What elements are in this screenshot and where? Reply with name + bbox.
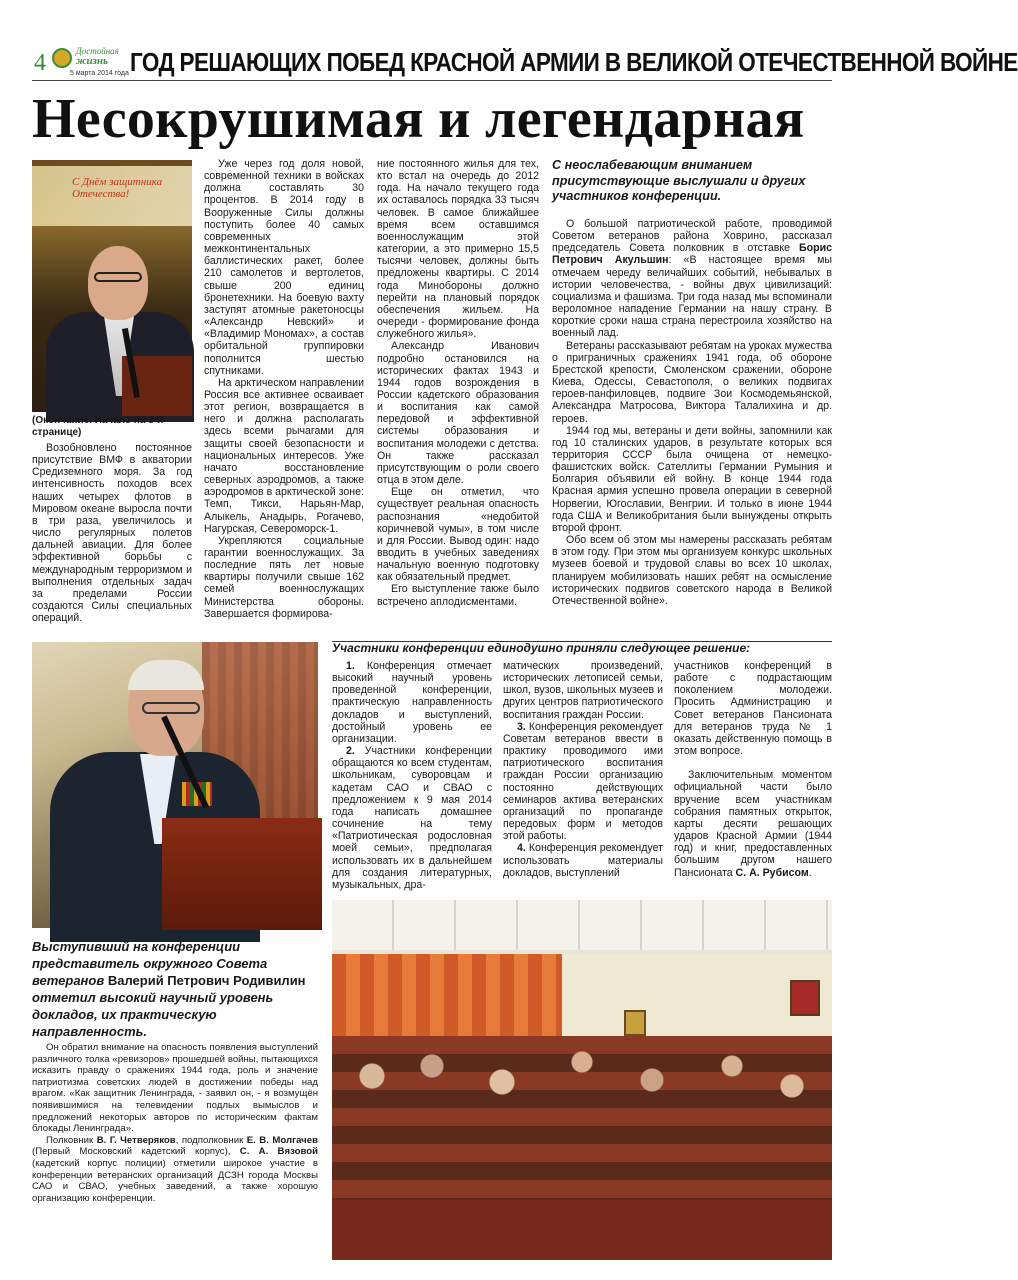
decision-heading: Участники конференции единодушно приняли следующее решение: xyxy=(332,641,751,655)
decision-item: 4. Конференция рекомендует использовать материалы докладов, выступлений xyxy=(503,842,663,879)
paragraph: Ветераны рассказывают ребятам на уроках мужества о приграничных сражениях 1941 года, об обороне Брестской крепости, Смоленском сражении, обороне Киева, Одессы, Севастополя, о великих подвигах героев-панфиловцев, подвиге Зои Космодемьянской, Александра Матросова, Виктора Талалихина и др. героев. xyxy=(552,339,832,425)
header-divider xyxy=(32,80,832,81)
person-name: В. Г. Четверяков xyxy=(96,1134,176,1146)
paragraph: ние постоянного жилья для тех, кто встал на очередь до 2012 года. На начало текущего года их оставалось порядка 33 тысяч человек. В самое ближайшее время всем оставшимся военнослужащим этой категории, а это примерно 15,5 тысячи человек, должны быть предложены квартиры. С 2014 года Минобороны должно перейти на плановый порядок обеспечения жильем. На очереди - формирование фонда служебного жилья». xyxy=(377,158,539,341)
issue-date: 5 марта 2014 года xyxy=(70,70,129,77)
paragraph: Еще он отметил, что существует реальная опасность распознания «недобитой коричневой чумы», в том числе и для России. Вывод один: надо вводить в учебных заведениях начальную военную подготовку как обязательный предмет. xyxy=(377,486,539,584)
paragraph: Уже через год доля новой, современной техники в войсках должна составлять 30 процентов. В 2014 году в Вооруженные Силы должны поступить более 40 самых современных межконтинентальных баллистических ракет, более 210 самолетов и вертолетов, свыше 200 единиц бронетехники. На боевую вахту заступят атомные ракетоносцы «Александр Невский» и «Владимир Мономах», а состав орбитальной группировки пополнится шестью спутниками. xyxy=(204,158,364,377)
decision-item: 3. Конференция рекомендует Советам ветеранов ввести в практику проводимого ими патриотического воспитания граждан России организацию постоянно действующих семинаров актива ветеранских организаций по пропаганде передовых форм и методов этой работы. xyxy=(503,720,663,843)
paragraph: Его выступление также было встречено аплодисментами. xyxy=(377,583,539,608)
paragraph: На арктическом направлении Россия все активнее осваивает этот регион, возвращается в него и должна располагать здесь всеми рычагами для защиты своей безопасности и национальных интересов. Уже начато восстановление северных аэродромов, а также аэродромов в арктической зоне: Темп, Тикси, Нарьян-Мар, Алыкель, Анадырь, Рогачево, Нагурская, Североморск-1. xyxy=(204,376,364,535)
person-name: Валерий Петрович Родивилин xyxy=(107,973,306,988)
speaker-photo-2 xyxy=(32,642,318,928)
paragraph: Возобновлено постоянное присутствие ВМФ в акватории Средиземного моря. За год интенсивность походов всех наших четырех флотов в Мировом океане выросла почти в три раза, увеличилось и число регулярных полетов дальней авиации. Для более эффективной борьбы с международным терроризмом и выполнения отдельных задач за пределами России создаются Силы специальных операций. xyxy=(32,442,192,625)
decision-column-1 xyxy=(332,660,492,891)
person-name: С. А. Рубисом xyxy=(735,866,809,879)
continuation-note: (Окончание. Начало на 3-й странице) xyxy=(32,415,164,438)
column-1 xyxy=(32,442,192,624)
person-name: С. А. Вязовой xyxy=(239,1146,318,1158)
decision-item: 2. Участники конференции обращаются ко всем студентам, школьникам, суворовцам и кадетам САО и СВАО с предложением к 9 мая 2014 года написать домашнее сочинение на тему «Патриотическая родословная моей семьи», предполагая использовать их в дальнейшем для создания литературных, музыкальных, дра- xyxy=(332,745,492,891)
conference-hall-photo xyxy=(332,900,832,1260)
logo-line-1: Достойная xyxy=(76,46,119,56)
column-4-lead: С неослабевающим вниманием присутствующие выслушали и других участников конференции. xyxy=(552,158,806,204)
paragraph: Он обратил внимание на опасность появления выступлений различного толка «ревизоров» прошедшей войны, пытающихся исказить правду о сражениях 1944 года, роль и значение патриотизма советских людей в достижении победы над врагом. «Как защитник Ленинграда, - заявил он, - я возмущён появившимися на телевидении подлых вымыслов и предложений некоторых авторов по историческим фактам блокады Ленинграда». xyxy=(32,1042,318,1135)
paragraph: Полковник В. Г. Четверяков, подполковник Е. В. Молгачев (Первый Московский кадетский корпус), С. А. Вязовой (кадетский корпус полиции) отметили широкое участие в конференции ветеранских организаций ДСЗН города Москвы САО и СВАО, учебных заведений, а также хорошую организацию конференции. xyxy=(32,1134,318,1204)
rubric-title: ГОД РЕШАЮЩИХ ПОБЕД КРАСНОЙ АРМИИ В ВЕЛИКОЙ ОТЕЧЕСТВЕННОЙ ВОЙНЕ xyxy=(130,48,1018,77)
photo-2-caption: Выступивший на конференции представитель окружного Совета ветеранов Валерий Петрович Родивилин отметил высокий научный уровень докладов, их практическую направленность. xyxy=(32,939,306,1039)
column-3 xyxy=(377,158,539,608)
wall-picture xyxy=(790,980,820,1016)
paragraph: Александр Иванович подробно остановился на исторических фактах 1943 и 1944 годов возрождения в России кадетского образования и воспитания как самой передовой и эффективной системы образования и воспитания молодежи с детства. Он также рассказал присутствующим о роли своего отца в этом деле. xyxy=(377,340,539,487)
decision-column-3 xyxy=(674,660,832,879)
page-number: 4 xyxy=(34,50,46,76)
article-headline: Несокрушимая и легендарная xyxy=(32,88,805,150)
speaker-photo-1 xyxy=(32,160,192,412)
paragraph: 1944 год мы, ветераны и дети войны, запомнили как год 10 сталинских ударов, в результате которых вся территория СССР была очищена от немецко-фашистских войск. Сателлиты Германии Румыния и Болгария объявили ей войну. В конце 1944 года Красная армия успешно провела операции в северной Норвегии, Югославии, Венгрии. И только в июне 1944 года США и Великобритания были вынуждены открыть второй фронт. xyxy=(552,424,832,534)
paragraph: участников конференций в работе с подрастающим поколением молодежи. Просить Администрацию и Совет ветеранов Пансионата для ветеранов труда № 1 оказать действенную помощь в этом вопросе. xyxy=(674,660,832,758)
decision-item: 1. Конференция отмечает высокий научный уровень проведенной конференции, практическую направленность докладов и выступлений, достойный уровень ее организации. xyxy=(332,660,492,745)
decision-column-2 xyxy=(503,660,663,879)
newspaper-logo xyxy=(52,46,129,80)
person-name: Е. В. Молгачев xyxy=(246,1134,318,1146)
paragraph: матических произведений, исторических летописей семьи, школ, вузов, школьных музеев и других центров патриотического воспитания граждан России. xyxy=(503,660,663,721)
paragraph: Обо всем об этом мы намерены рассказать ребятам в этом году. При этом мы организуем конкурс школьных музеев боевой и трудовой славы во всех 10 школах, планируем мобилизовать наших ребят на осмысление исторических подвигов советского народа в Великой Отечественной войне». xyxy=(552,534,832,607)
bottom-left-text xyxy=(32,1042,318,1204)
column-4 xyxy=(552,218,832,607)
paragraph: Укрепляются социальные гарантии военнослужащих. За последние пять лет новые квартиры получили свыше 162 семей военнослужащих Министерства обороны. Завершается формирова- xyxy=(204,534,364,620)
person-name: Борис Петрович Акульшин xyxy=(552,242,832,267)
paragraph: Заключительным моментом официальной части было вручение всем участникам собрания памятных открыток, карты десяти решающих ударов Красной Армии (1944 год) и книг, предоставленных большим другом нашего Пансионата С. А. Рубисом. xyxy=(674,769,832,879)
logo-line-2: жизнь xyxy=(76,55,109,67)
paragraph: О большой патриотической работе, проводимой Советом ветеранов района Ховрино, рассказал председатель Совета полковник в отставке Борис Петрович Акульшин: «В настоящее время мы отмечаем череду величайших событий, небывалых в истории человечества, - войны двух цивилизаций: социализма и фашизма. Три года назад мы вспоминали вероломное нападение Германии на нашу страну. В короткие сроки наша страна перестроила хозяйство на военный лад. xyxy=(552,218,832,340)
photo-banner-text: С Днём защитника Отечества! xyxy=(72,176,163,200)
logo-emblem-icon xyxy=(52,48,72,68)
column-2 xyxy=(204,158,364,620)
wall-picture xyxy=(624,1010,646,1036)
